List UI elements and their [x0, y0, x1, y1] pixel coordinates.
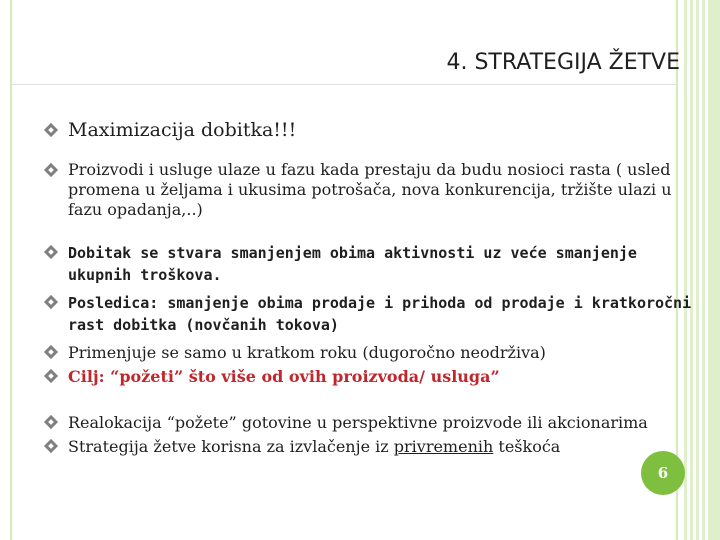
bullet-diamond-icon [44, 415, 58, 429]
bullet-diamond-icon [44, 439, 58, 453]
bullet-diamond-icon [44, 163, 58, 177]
bullet-item [44, 292, 704, 336]
slide-title: 4. STRATEGIJA ŽETVE [446, 50, 680, 75]
bullet-diamond-icon [44, 123, 58, 137]
bullet-item-goal [44, 366, 704, 388]
bullet-item [44, 118, 704, 142]
bullet-diamond-icon [44, 295, 58, 309]
title-divider [10, 84, 678, 85]
bullet-item [44, 342, 704, 364]
bullet-item [44, 160, 704, 220]
bullet-diamond-icon [44, 345, 58, 359]
bullet-text-part: Strategija žetve korisna za izvlačenje iz [68, 437, 394, 456]
bullet-diamond-icon [44, 245, 58, 259]
bullet-diamond-icon [44, 369, 58, 383]
bullet-item [44, 436, 704, 458]
bullet-text: Realokacija “požete” gotovine u perspektivne proizvode ili akcionarima [68, 413, 648, 432]
bullet-list [44, 118, 704, 458]
bullet-item [44, 412, 704, 434]
bullet-text: Dobitak se stvara smanjenjem obima aktivnosti uz veće smanjenje ukupnih troškova. [68, 244, 637, 284]
bullet-text [68, 437, 560, 456]
bullet-text: Proizvodi i usluge ulaze u fazu kada prestaju da budu nosioci rasta ( usled promena u željama i ukusima potrošača, nova konkurencija, tržište ulazi u fazu opadanja,..) [68, 160, 672, 219]
bullet-text: Maximizacija dobitka!!! [68, 119, 297, 141]
bullet-item [44, 242, 704, 286]
bullet-text: Posledica: smanjenje obima prodaje i prihoda od prodaje i kratkoročni rast dobitka (novčanih tokova) [68, 294, 692, 334]
bullet-text: Cilj: “požeti” što više od ovih proizvoda/ usluga” [68, 367, 500, 386]
bullet-text: Primenjuje se samo u kratkom roku (dugoročno neodrživa) [68, 343, 546, 362]
bullet-text-part: teškoća [493, 437, 561, 456]
page-number-badge: 6 [641, 451, 685, 495]
underlined-word: privremenih [393, 437, 494, 456]
